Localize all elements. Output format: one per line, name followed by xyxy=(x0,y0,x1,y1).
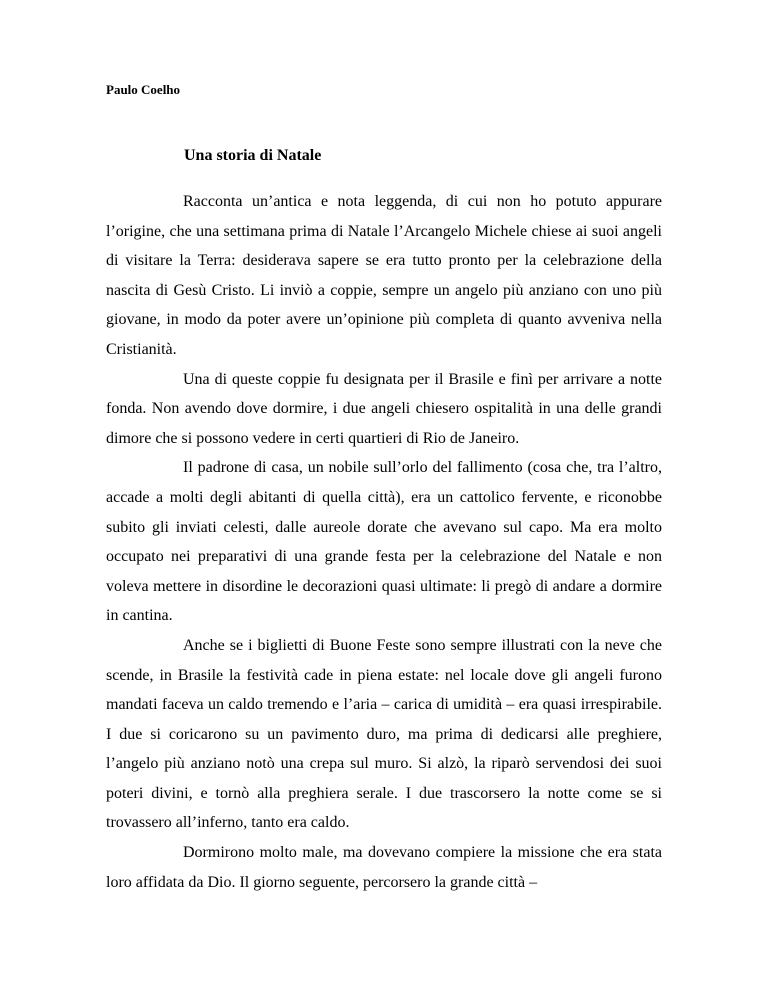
story-title: Una storia di Natale xyxy=(184,147,322,164)
paragraph-4: Anche se i biglietti di Buone Feste sono sempre illustrati con la neve che scende, in Brasile la festività cade in piena estate: nel locale dove gli angeli furono mandati faceva un caldo tremendo e l’aria – carica di umidità – era quasi irrespirabile. I due si coricarono su un pavimento duro, ma prima di dedicarsi alle preghiere, l’angelo più anziano notò una crepa sul muro. Si alzò, la riparò servendosi dei suoi poteri divini, e tornò alla preghiera serale. I due trascorsero la notte come se si trovassero all’inferno, tanto era caldo. xyxy=(106,636,662,832)
paragraph-1: Racconta un’antica e nota leggenda, di cui non ho potuto appurare l’origine, che una settimana prima di Natale l’Arcangelo Michele chiese ai suoi angeli di visitare la Terra: desiderava sapere se era tutto pronto per la celebrazione della nascita di Gesù Cristo. Li inviò a coppie, sempre un angelo più anziano con uno più giovane, in modo da poter avere un’opinione più completa di quanto avveniva nella Cristianità. xyxy=(106,193,662,358)
story-body xyxy=(106,187,662,897)
paragraph-2: Una di queste coppie fu designata per il Brasile e finì per arrivare a notte fonda. Non avendo dove dormire, i due angeli chiesero ospitalità in una delle grandi dimore che si possono vedere in certi quartieri di Rio de Janeiro. xyxy=(106,370,662,447)
paragraph-3: Il padrone di casa, un nobile sull’orlo del fallimento (cosa che, tra l’altro, accade a molti degli abitanti di quella città), era un cattolico fervente, e riconobbe subito gli inviati celesti, dalle aureole dorate che avevano sul capo. Ma era molto occupato nei preparativi di una grande festa per la celebrazione del Natale e non voleva mettere in disordine le decorazioni quasi ultimate: li pregò di andare a dormire in cantina. xyxy=(106,459,662,625)
author-name: Paulo Coelho xyxy=(106,82,181,97)
paragraph-5: Dormirono molto male, ma dovevano compiere la missione che era stata loro affidata da Dio. Il giorno seguente, percorsero la grande città – xyxy=(106,844,662,891)
